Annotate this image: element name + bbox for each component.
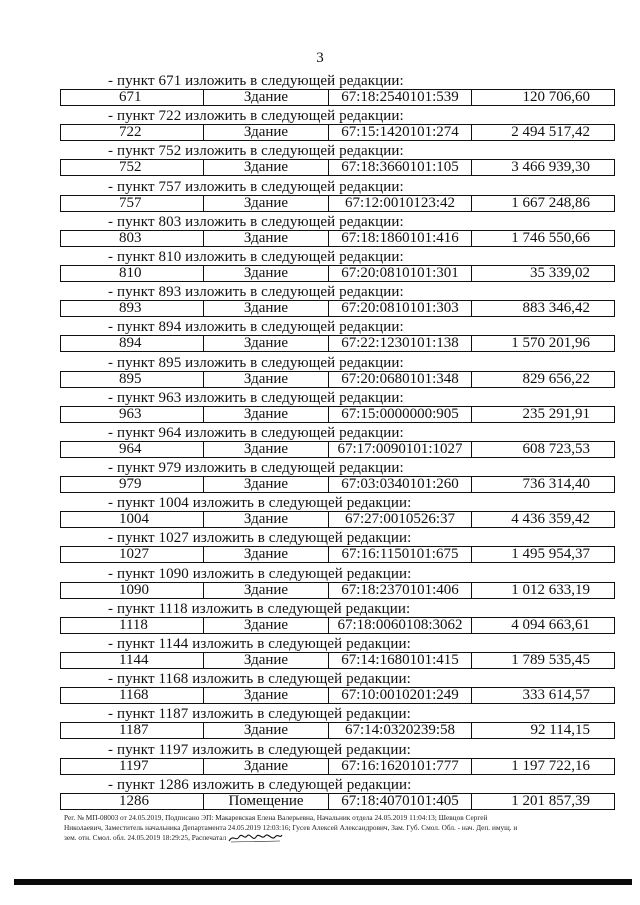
cadastral-value-cell: 35 339,02 <box>471 266 614 281</box>
cadastral-number-cell: 67:20:0810101:303 <box>328 301 471 316</box>
amendment-entry <box>60 636 615 671</box>
cadastral-number-cell: 67:10:0010201:249 <box>328 688 471 703</box>
table-row <box>60 476 615 493</box>
cadastral-value-cell: 1 746 550,66 <box>471 231 614 246</box>
amendment-entry <box>60 671 615 706</box>
cadastral-number-cell: 67:18:1860101:416 <box>328 231 471 246</box>
cadastral-number-cell: 67:15:0000000:905 <box>328 407 471 422</box>
item-number-cell: 894 <box>119 336 142 352</box>
item-number-cell: 722 <box>119 125 142 141</box>
table-row <box>60 406 615 423</box>
item-number-cell: 671 <box>119 90 142 105</box>
table-row <box>60 159 615 176</box>
table-row <box>60 582 615 599</box>
bottom-rule <box>14 879 632 885</box>
table-row <box>60 265 615 282</box>
page-number: 3 <box>316 50 324 66</box>
cadastral-number-cell: 67:20:0810101:301 <box>328 266 471 281</box>
cadastral-number-cell: 67:18:4070101:405 <box>328 794 471 809</box>
item-number-cell: 963 <box>119 406 142 422</box>
cadastral-number-cell: 67:22:1230101:138 <box>328 336 471 351</box>
item-number-cell: 803 <box>119 230 142 246</box>
item-number-cell: 1090 <box>119 582 149 598</box>
object-type-cell: Здание <box>203 618 328 633</box>
amendment-entry <box>60 390 615 425</box>
cadastral-number-cell: 67:14:1680101:415 <box>328 653 471 668</box>
cadastral-value-cell: 736 314,40 <box>471 477 614 492</box>
amendment-entry <box>60 108 615 143</box>
object-type-cell: Здание <box>203 547 328 562</box>
object-type-cell: Здание <box>203 336 328 351</box>
amendment-entry <box>60 601 615 636</box>
item-number-cell: 1197 <box>119 758 149 774</box>
cadastral-value-cell: 829 656,22 <box>471 372 614 387</box>
item-number-cell: 895 <box>119 371 142 387</box>
object-type-cell: Здание <box>203 512 328 527</box>
object-type-cell: Здание <box>203 231 328 246</box>
object-type-cell: Здание <box>203 477 328 492</box>
object-type-cell: Здание <box>203 160 328 175</box>
amendment-entry <box>60 425 615 460</box>
cadastral-number-cell: 67:16:1150101:675 <box>328 547 471 562</box>
amendment-caption: - пункт 810 изложить в следующей редакции: <box>108 248 404 265</box>
amendment-entry <box>60 495 615 530</box>
cadastral-value-cell: 333 614,57 <box>471 688 614 703</box>
amendment-caption: - пункт 893 изложить в следующей редакции: <box>108 284 404 301</box>
footer-line-3-text: зем. отн. Смол. обл. 24.05.2019 18:29:25, Распечатал <box>64 833 227 842</box>
object-type-cell: Здание <box>203 407 328 422</box>
object-type-cell: Здание <box>203 442 328 457</box>
amendment-caption: - пункт 894 изложить в следующей редакции: <box>108 319 404 336</box>
footer-line-3 <box>64 833 624 843</box>
signature-footer <box>64 813 624 843</box>
amendment-caption: - пункт 1197 изложить в следующей редакции: <box>108 741 411 758</box>
amendment-caption: - пункт 757 изложить в следующей редакции: <box>108 178 404 195</box>
item-number-cell: 1004 <box>119 512 149 528</box>
item-number-cell: 964 <box>119 441 142 457</box>
amendment-caption: - пункт 964 изложить в следующей редакции: <box>108 424 404 441</box>
cadastral-value-cell: 4 094 663,61 <box>471 618 614 633</box>
item-number-cell: 757 <box>119 195 142 211</box>
amendment-caption: - пункт 1090 изложить в следующей редакции: <box>108 565 412 582</box>
table-row <box>60 687 615 704</box>
cadastral-number-cell: 67:17:0090101:1027 <box>328 442 471 457</box>
table-row <box>60 300 615 317</box>
footer-line-1: Рег. № МП-08003 от 24.05.2019, Подписано ЭП: Макаревская Елена Валерьевна, Начальник отдела 24.05.2019 11:04:13; Шевцов Сергей <box>64 813 488 822</box>
cadastral-number-cell: 67:15:1420101:274 <box>328 125 471 140</box>
item-number-cell: 1027 <box>119 547 149 563</box>
amendment-entry <box>60 355 615 390</box>
cadastral-value-cell: 1 495 954,37 <box>471 547 614 562</box>
item-number-cell: 810 <box>119 265 142 281</box>
amendment-caption: - пункт 803 изложить в следующей редакции: <box>108 213 404 230</box>
table-row <box>60 230 615 247</box>
amendment-caption: - пункт 979 изложить в следующей редакции: <box>108 460 404 477</box>
cadastral-value-cell: 1 667 248,86 <box>471 196 614 211</box>
cadastral-number-cell: 67:27:0010526:37 <box>328 512 471 527</box>
amendment-caption: - пункт 722 изложить в следующей редакции: <box>108 108 404 125</box>
item-number-cell: 1144 <box>119 653 149 668</box>
amendment-entry <box>60 742 615 777</box>
table-row <box>60 546 615 563</box>
object-type-cell: Здание <box>203 266 328 281</box>
table-row <box>60 758 615 775</box>
amendment-entry <box>60 284 615 319</box>
cadastral-number-cell: 67:18:3660101:105 <box>328 160 471 175</box>
amendment-entry <box>60 777 615 812</box>
cadastral-number-cell: 67:18:0060108:3062 <box>328 618 471 633</box>
object-type-cell: Здание <box>203 759 328 774</box>
cadastral-number-cell: 67:18:2540101:539 <box>328 90 471 105</box>
cadastral-value-cell: 1 789 535,45 <box>471 653 614 668</box>
object-type-cell: Здание <box>203 196 328 211</box>
amendment-caption: - пункт 1187 изложить в следующей редакции: <box>108 706 411 723</box>
cadastral-number-cell: 67:20:0680101:348 <box>328 372 471 387</box>
cadastral-value-cell: 883 346,42 <box>471 301 614 316</box>
cadastral-number-cell: 67:16:1620101:777 <box>328 759 471 774</box>
cadastral-value-cell: 1 197 722,16 <box>471 759 614 774</box>
item-number-cell: 1286 <box>119 793 149 809</box>
amendment-caption: - пункт 895 изложить в следующей редакции: <box>108 354 404 371</box>
table-row <box>60 441 615 458</box>
cadastral-value-cell: 4 436 359,42 <box>471 512 614 527</box>
table-row <box>60 124 615 141</box>
object-type-cell: Здание <box>203 688 328 703</box>
amendment-entry <box>60 460 615 495</box>
table-row <box>60 335 615 352</box>
cadastral-value-cell: 608 723,53 <box>471 442 614 457</box>
table-row <box>60 89 615 106</box>
object-type-cell: Помещение <box>203 794 328 809</box>
object-type-cell: Здание <box>203 301 328 316</box>
item-number-cell: 979 <box>119 477 142 493</box>
amendment-entry <box>60 566 615 601</box>
table-row <box>60 722 615 739</box>
object-type-cell: Здание <box>203 90 328 105</box>
cadastral-number-cell: 67:03:0340101:260 <box>328 477 471 492</box>
cadastral-number-cell: 67:14:0320239:58 <box>328 723 471 738</box>
table-row <box>60 371 615 388</box>
object-type-cell: Здание <box>203 125 328 140</box>
amendment-entry <box>60 706 615 741</box>
handwritten-signature <box>228 833 283 843</box>
amendment-entry <box>60 530 615 565</box>
amendment-entry <box>60 319 615 354</box>
table-row <box>60 793 615 810</box>
item-number-cell: 893 <box>119 301 142 317</box>
amendment-list <box>60 73 615 812</box>
amendment-caption: - пункт 1168 изложить в следующей редакции: <box>108 671 411 688</box>
amendment-caption: - пункт 671 изложить в следующей редакции: <box>108 73 404 89</box>
amendment-caption: - пункт 1118 изложить в следующей редакции: <box>108 600 411 617</box>
table-row <box>60 617 615 634</box>
cadastral-number-cell: 67:18:2370101:406 <box>328 583 471 598</box>
cadastral-value-cell: 92 114,15 <box>471 723 614 738</box>
cadastral-value-cell: 1 012 633,19 <box>471 583 614 598</box>
amendment-caption: - пункт 752 изложить в следующей редакции: <box>108 143 404 160</box>
cadastral-value-cell: 1 570 201,96 <box>471 336 614 351</box>
item-number-cell: 1187 <box>119 723 149 739</box>
amendment-caption: - пункт 1286 изложить в следующей редакции: <box>108 776 412 793</box>
cadastral-value-cell: 1 201 857,39 <box>471 794 614 809</box>
table-row <box>60 195 615 212</box>
item-number-cell: 1168 <box>119 688 149 704</box>
table-row <box>60 511 615 528</box>
object-type-cell: Здание <box>203 723 328 738</box>
amendment-caption: - пункт 1004 изложить в следующей редакции: <box>108 495 412 512</box>
amendment-caption: - пункт 1027 изложить в следующей редакции: <box>108 530 412 547</box>
item-number-cell: 752 <box>119 160 142 176</box>
amendment-caption: - пункт 1144 изложить в следующей редакции: <box>108 636 411 652</box>
cadastral-value-cell: 235 291,91 <box>471 407 614 422</box>
object-type-cell: Здание <box>203 372 328 387</box>
cadastral-value-cell: 3 466 939,30 <box>471 160 614 175</box>
object-type-cell: Здание <box>203 583 328 598</box>
cadastral-value-cell: 120 706,60 <box>471 90 614 105</box>
cadastral-number-cell: 67:12:0010123:42 <box>328 196 471 211</box>
amendment-entry <box>60 179 615 214</box>
amendment-entry <box>60 143 615 178</box>
amendment-entry <box>60 73 615 108</box>
item-number-cell: 1118 <box>119 617 148 633</box>
cadastral-value-cell: 2 494 517,42 <box>471 125 614 140</box>
amendment-entry <box>60 249 615 284</box>
footer-line-2: Николаевич, Заместитель начальника Департамента 24.05.2019 12:03:16; Гусев Алексей Александрович, Зам. Губ. Смол. Обл. - нач. Деп. имущ. и <box>64 823 518 832</box>
table-row <box>60 652 615 669</box>
object-type-cell: Здание <box>203 653 328 668</box>
amendment-entry <box>60 214 615 249</box>
amendment-caption: - пункт 963 изложить в следующей редакции: <box>108 389 404 406</box>
